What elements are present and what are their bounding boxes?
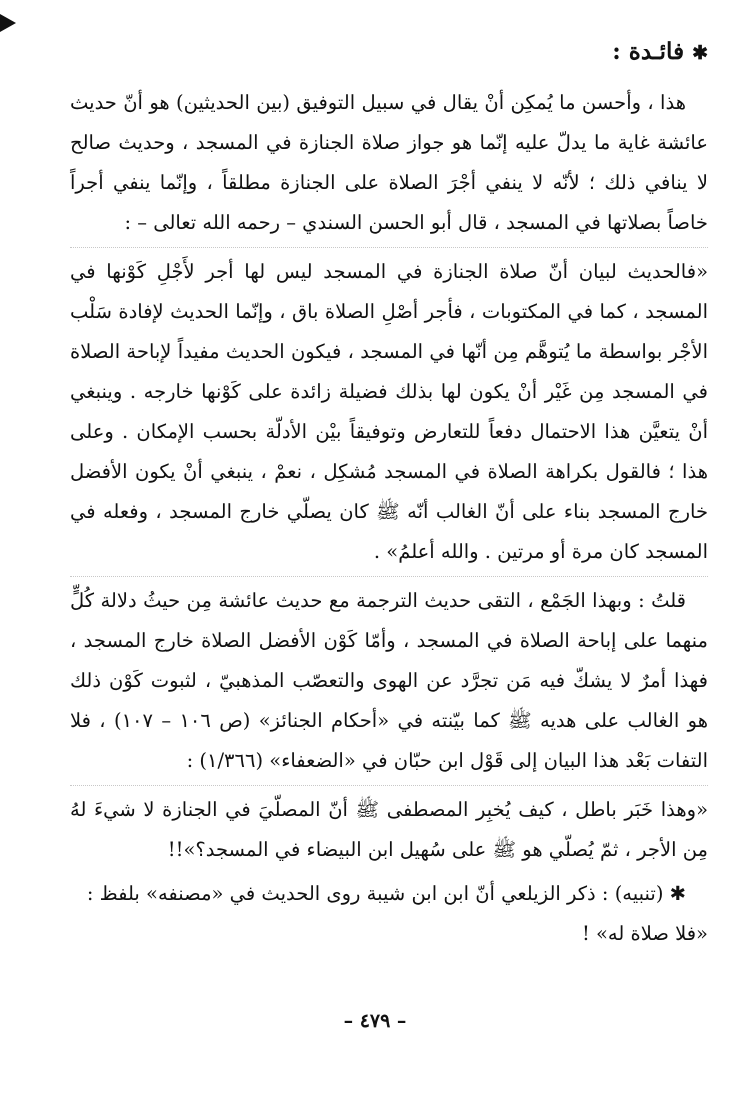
section-heading xyxy=(70,30,708,75)
quote-block-sindi xyxy=(70,247,708,572)
heading-title: فائـدة : xyxy=(612,38,685,65)
asterisk-icon: ✱ xyxy=(692,42,708,64)
paragraph-note: ✱ (تنبيه) : ذكر الزيلعي أنّ ابن ابن شيبة روى الحديث في «مصنفه» بلفظ : xyxy=(86,882,686,905)
page-number: – ٤٧٩ – xyxy=(343,1010,407,1032)
paragraph-sindi-quote: «فالحديث لبيان أنّ صلاة الجنازة في المسجد ليس لها أجر لأَجْلِ كَوْنها في المسجد ، كما في المكتوبات ، فأجر أصْلِ الصلاة باق ، وإنّما الحديث لإفادة سَلْب الأجْر بواسطة ما يُتوهَّم مِن أنّها في المسجد ، فيكون الحديث مفيداً لإباحة الصلاة في المسجد مِن غَيْر أنْ يكون لها بذلك فضيلة زائدة على كَوْنها خارجه . وينبغي أنْ يتعيَّن هذا الاحتمال دفعاً للتعارض وتوفيقاً بيْن الأدلّة بحسب الإمكان . وعلى هذا ؛ فالقول بكراهة الصلاة في المسجد مُشكِل ، نعمْ ، ينبغي أنْ يكون الأفضل خارج المسجد بناء على أنّ الغالب أنّه ﷺ كان يصلّي خارج المسجد ، وفعله في المسجد كان مرة أو مرتين . والله أعلمُ» . xyxy=(70,260,708,563)
corner-arrow-icon xyxy=(0,14,16,32)
paragraph-note-quote: «فلا صلاة له» ! xyxy=(581,922,708,945)
author-comment-block xyxy=(70,576,708,781)
note-block xyxy=(70,874,708,954)
paragraph-author-comment: قلتُ : وبهذا الجَمْع ، التقى حديث الترجمة مع حديث عائشة مِن حيثُ دلالة كُلٍّ منهما على إباحة الصلاة في المسجد ، وأمّا كَوْن الأفضل الصلاة خارج المسجد ، فهذا أمرٌ لا يشكّ فيه مَن تجرَّد عن الهوى والتعصّب المذهبيّ ، لثبوت كَوْن ذلك هو الغالب على هديه ﷺ كما بيّنته في «أحكام الجنائز» (ص ١٠٦ – ١٠٧) ، فلا التفات بَعْد هذا البيان إلى قَوْل ابن حبّان في «الضعفاء» (١/٣٦٦) : xyxy=(70,589,708,772)
page-content xyxy=(70,30,708,954)
quote-block-ibn-hibban xyxy=(70,785,708,870)
paragraph-ibn-hibban-quote: «وهذا خَبَر باطل ، كيف يُخبِر المصطفى ﷺ أنّ المصلّيَ في الجنازة لا شيءَ لهُ مِن الأجر ، ثمّ يُصلّي هو ﷺ على سُهيل ابن البيضاء في المسجد؟»!! xyxy=(70,798,708,861)
paragraph-intro: هذا ، وأحسن ما يُمكِن أنْ يقال في سبيل التوفيق (بين الحديثين) هو أنّ حديث عائشة غاية ما يدلّ عليه إنّما هو جواز صلاة الجنازة في المسجد ، وحديث صالح لا ينافي ذلك ؛ لأنّه لا ينفي أجْرَ الصلاة على الجنازة مطلقاً ، وإنّما ينفي أجراً خاصاً بصلاتها في المسجد ، قال أبو الحسن السندي – رحمه الله تعالى – : xyxy=(70,91,708,234)
